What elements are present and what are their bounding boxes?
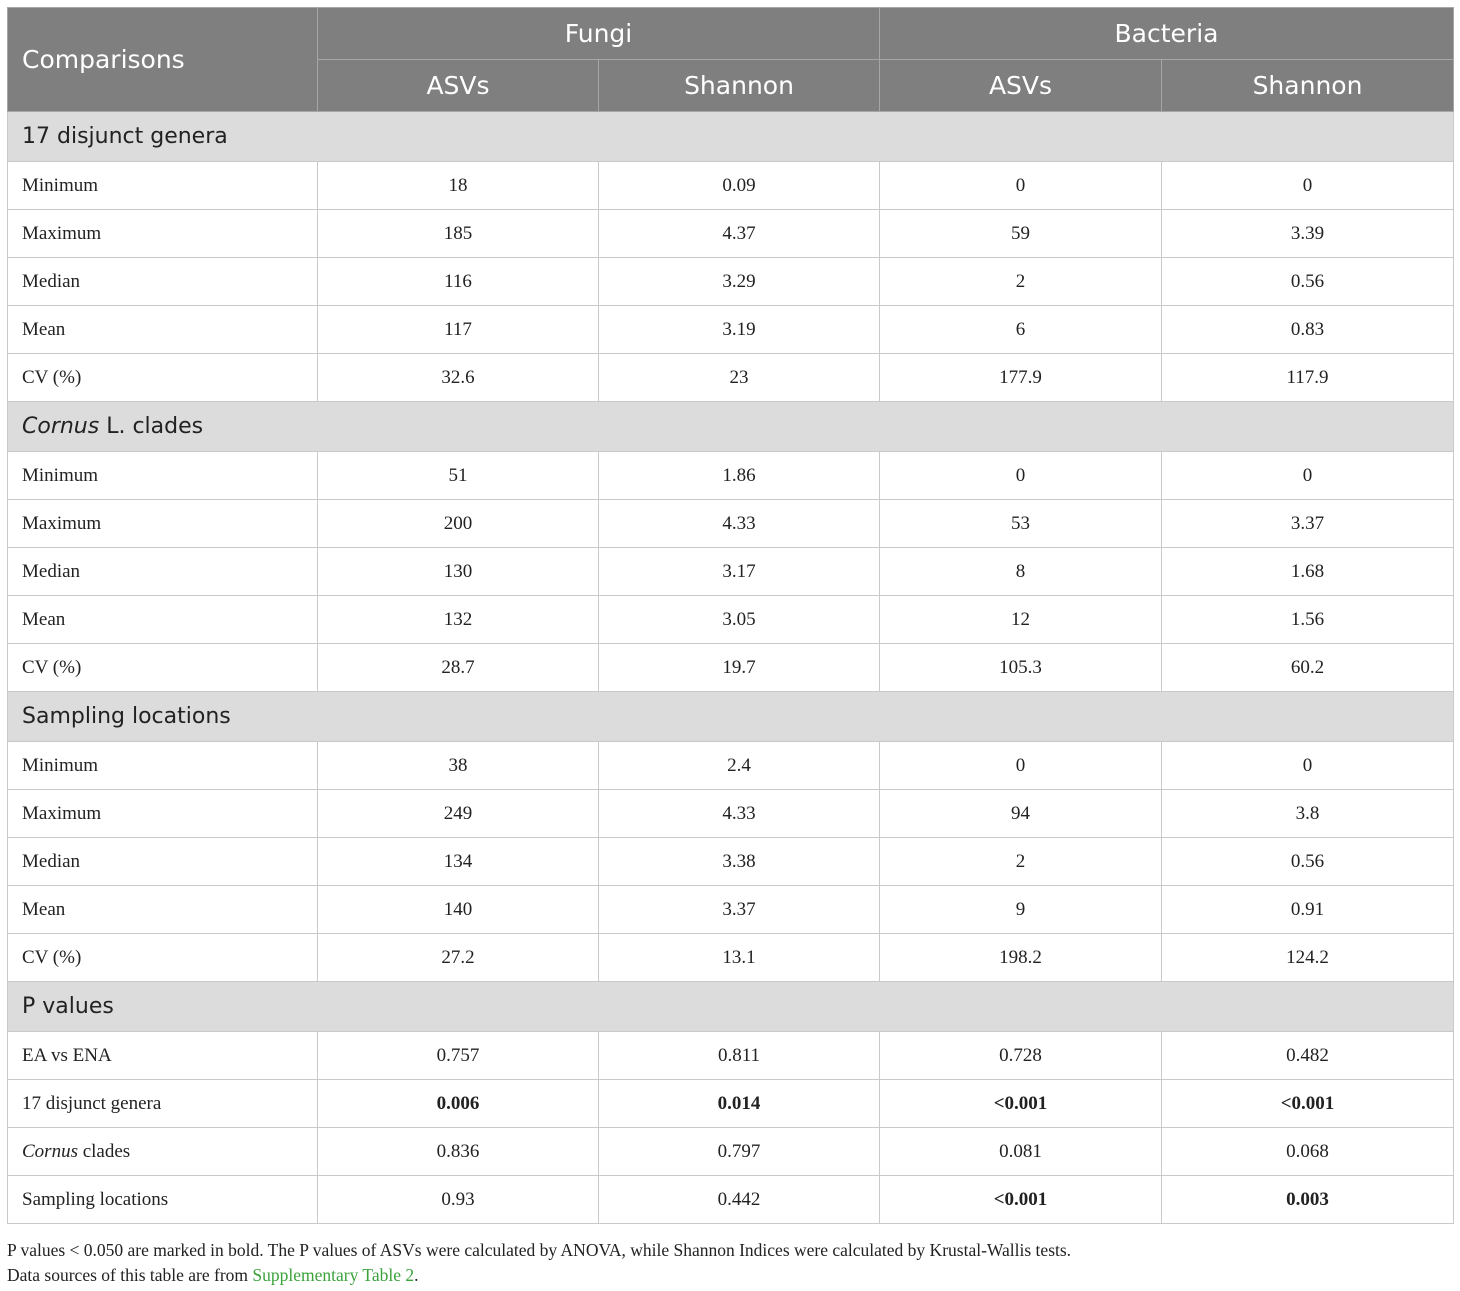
row-label: Median — [8, 548, 318, 596]
cell-value: 3.29 — [599, 258, 880, 306]
supplementary-table-link[interactable]: Supplementary Table 2 — [252, 1265, 415, 1285]
cell-value: 0 — [880, 452, 1162, 500]
cell-value-significant: <0.001 — [1162, 1080, 1454, 1128]
cell-value: 59 — [880, 210, 1162, 258]
section-header-row — [8, 112, 1454, 162]
header-fungi-asvs: ASVs — [318, 60, 599, 112]
table-row — [8, 644, 1454, 692]
cell-value: 9 — [880, 886, 1162, 934]
footnote-prefix: Data sources of this table are from — [7, 1265, 253, 1285]
table-container — [7, 7, 1453, 1224]
cell-value: 3.05 — [599, 596, 880, 644]
footnote-line-1: P values < 0.050 are marked in bold. The P values of ASVs were calculated by ANOVA, while Shannon Indices were calculated by Krustal-Wallis tests. — [7, 1240, 1072, 1260]
header-comparisons: Comparisons — [8, 8, 318, 112]
cell-value: 0.83 — [1162, 306, 1454, 354]
cell-value: 2 — [880, 258, 1162, 306]
cell-value: 0 — [1162, 162, 1454, 210]
cell-value: 177.9 — [880, 354, 1162, 402]
cell-value: 1.86 — [599, 452, 880, 500]
cell-value: 3.39 — [1162, 210, 1454, 258]
table-row — [8, 596, 1454, 644]
cell-value-significant: 0.006 — [318, 1080, 599, 1128]
row-label: Minimum — [8, 162, 318, 210]
table-row — [8, 1128, 1454, 1176]
cell-value: 0 — [880, 162, 1162, 210]
table-row — [8, 258, 1454, 306]
table-row — [8, 306, 1454, 354]
cell-value: 124.2 — [1162, 934, 1454, 982]
cell-value: 28.7 — [318, 644, 599, 692]
cell-value-significant: <0.001 — [880, 1080, 1162, 1128]
row-label: Sampling locations — [8, 1176, 318, 1224]
cell-value: 132 — [318, 596, 599, 644]
cell-value: 60.2 — [1162, 644, 1454, 692]
section-title-rest: L. clades — [99, 414, 204, 439]
table-row — [8, 838, 1454, 886]
table-row — [8, 500, 1454, 548]
cell-value: 0 — [1162, 452, 1454, 500]
cell-value: 0.797 — [599, 1128, 880, 1176]
header-bacteria: Bacteria — [880, 8, 1454, 60]
cell-value: 134 — [318, 838, 599, 886]
cell-value: 1.68 — [1162, 548, 1454, 596]
cell-value: 0 — [880, 742, 1162, 790]
table-row — [8, 210, 1454, 258]
table-row — [8, 1032, 1454, 1080]
cell-value: 198.2 — [880, 934, 1162, 982]
row-label: Mean — [8, 886, 318, 934]
row-label: Minimum — [8, 452, 318, 500]
row-label: Median — [8, 838, 318, 886]
cell-value-significant: 0.003 — [1162, 1176, 1454, 1224]
table-row — [8, 742, 1454, 790]
cell-value: 12 — [880, 596, 1162, 644]
row-label: CV (%) — [8, 934, 318, 982]
cell-value: 249 — [318, 790, 599, 838]
row-label: Maximum — [8, 500, 318, 548]
cell-value: 3.19 — [599, 306, 880, 354]
section-header-row — [8, 402, 1454, 452]
cell-value: 2 — [880, 838, 1162, 886]
cell-value: 0.09 — [599, 162, 880, 210]
cell-value-significant: 0.014 — [599, 1080, 880, 1128]
cell-value: 0.757 — [318, 1032, 599, 1080]
cell-value: 3.8 — [1162, 790, 1454, 838]
cell-value: 32.6 — [318, 354, 599, 402]
row-label: Mean — [8, 596, 318, 644]
cell-value: 0.811 — [599, 1032, 880, 1080]
row-label: Minimum — [8, 742, 318, 790]
cell-value: 116 — [318, 258, 599, 306]
section-header-row — [8, 692, 1454, 742]
section-title: P values — [8, 982, 1454, 1032]
cell-value: 13.1 — [599, 934, 880, 982]
table-row — [8, 162, 1454, 210]
footnote-suffix: . — [414, 1265, 419, 1285]
row-label: 17 disjunct genera — [8, 1080, 318, 1128]
cell-value: 3.17 — [599, 548, 880, 596]
table-footnote — [7, 1238, 1071, 1288]
section-title: Sampling locations — [8, 692, 1454, 742]
cell-value: 130 — [318, 548, 599, 596]
row-label: Median — [8, 258, 318, 306]
cell-value: 3.37 — [1162, 500, 1454, 548]
cell-value: 0.728 — [880, 1032, 1162, 1080]
cell-value: 3.37 — [599, 886, 880, 934]
cell-value: 4.37 — [599, 210, 880, 258]
cell-value: 200 — [318, 500, 599, 548]
section-title — [8, 402, 1454, 452]
table-row — [8, 354, 1454, 402]
section-title-italic: Cornus — [22, 414, 100, 439]
cell-value: 51 — [318, 452, 599, 500]
table-row — [8, 790, 1454, 838]
row-label: Maximum — [8, 210, 318, 258]
cell-value: 6 — [880, 306, 1162, 354]
header-bacteria-asvs: ASVs — [880, 60, 1162, 112]
cell-value: 0.442 — [599, 1176, 880, 1224]
cell-value: 4.33 — [599, 790, 880, 838]
row-label: EA vs ENA — [8, 1032, 318, 1080]
row-label: CV (%) — [8, 354, 318, 402]
cell-value: 0 — [1162, 742, 1454, 790]
header-bacteria-shannon: Shannon — [1162, 60, 1454, 112]
cell-value: 0.56 — [1162, 838, 1454, 886]
header-fungi-shannon: Shannon — [599, 60, 880, 112]
cell-value: 23 — [599, 354, 880, 402]
cell-value: 18 — [318, 162, 599, 210]
row-label-italic: Cornus — [22, 1140, 78, 1162]
table-row — [8, 886, 1454, 934]
table-row — [8, 452, 1454, 500]
section-header-row — [8, 982, 1454, 1032]
cell-value: 19.7 — [599, 644, 880, 692]
table-row — [8, 934, 1454, 982]
row-label: Mean — [8, 306, 318, 354]
cell-value: 38 — [318, 742, 599, 790]
cell-value: 0.482 — [1162, 1032, 1454, 1080]
cell-value: 0.836 — [318, 1128, 599, 1176]
cell-value-significant: <0.001 — [880, 1176, 1162, 1224]
cell-value: 94 — [880, 790, 1162, 838]
table-row — [8, 548, 1454, 596]
cell-value: 4.33 — [599, 500, 880, 548]
cell-value: 3.38 — [599, 838, 880, 886]
cell-value: 105.3 — [880, 644, 1162, 692]
cell-value: 140 — [318, 886, 599, 934]
cell-value: 185 — [318, 210, 599, 258]
cell-value: 53 — [880, 500, 1162, 548]
cell-value: 2.4 — [599, 742, 880, 790]
section-title: 17 disjunct genera — [8, 112, 1454, 162]
cell-value: 0.081 — [880, 1128, 1162, 1176]
table-row — [8, 1080, 1454, 1128]
cell-value: 1.56 — [1162, 596, 1454, 644]
cell-value: 8 — [880, 548, 1162, 596]
table-row — [8, 1176, 1454, 1224]
cell-value: 117.9 — [1162, 354, 1454, 402]
row-label — [8, 1128, 318, 1176]
cell-value: 27.2 — [318, 934, 599, 982]
cell-value: 117 — [318, 306, 599, 354]
header-fungi: Fungi — [318, 8, 880, 60]
row-label: Maximum — [8, 790, 318, 838]
diversity-table — [7, 7, 1454, 1224]
cell-value: 0.56 — [1162, 258, 1454, 306]
cell-value: 0.93 — [318, 1176, 599, 1224]
row-label-rest: clades — [77, 1140, 131, 1162]
footnote-line-2 — [7, 1263, 1071, 1288]
row-label: CV (%) — [8, 644, 318, 692]
cell-value: 0.91 — [1162, 886, 1454, 934]
cell-value: 0.068 — [1162, 1128, 1454, 1176]
